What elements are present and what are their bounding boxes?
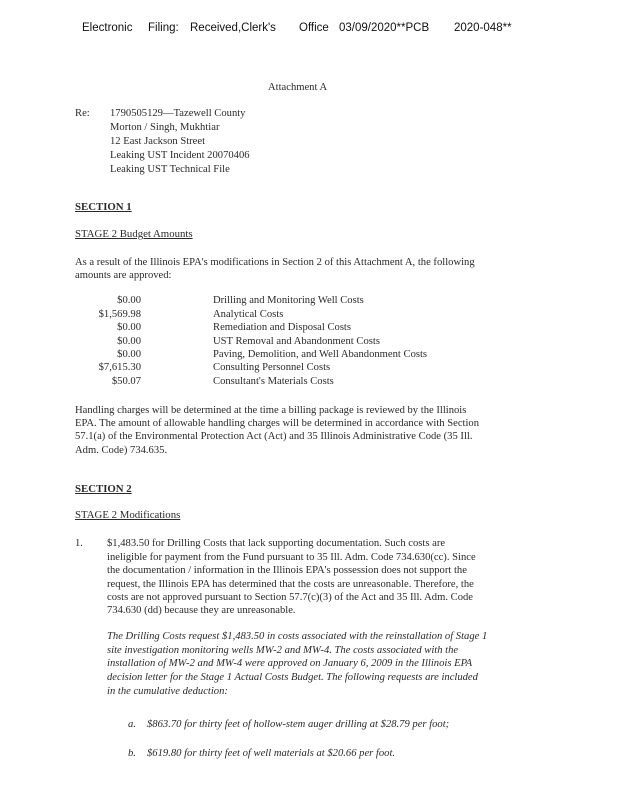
item-line: $1,483.50 for Drilling Costs that lack supporting documentation. Such costs are: [107, 538, 446, 549]
re-label: Re:: [75, 108, 90, 119]
re-line: 12 East Jackson Street: [110, 136, 206, 147]
header-office: Office: [299, 22, 329, 34]
italic-line: decision letter for the Stage 1 Actual Costs Budget. The following requests are included: [107, 672, 478, 683]
subitem-text: $863.70 for thirty feet of hollow-stem auger drilling at $28.79 per foot;: [147, 719, 450, 730]
amount-value: $50.07: [111, 376, 141, 387]
amount-value: $0.00: [117, 322, 141, 333]
amount-label: Consultant's Materials Costs: [213, 376, 334, 387]
handling-line: Handling charges will be determined at the time a billing package is reviewed by the Illinois: [75, 405, 467, 416]
header-electronic: Electronic: [82, 22, 133, 34]
subitem-letter: a.: [128, 719, 136, 730]
amount-label: Consulting Personnel Costs: [213, 362, 331, 373]
italic-line: in the cumulative deduction:: [107, 686, 228, 697]
amount-label: Analytical Costs: [213, 309, 284, 320]
section1-subheading: STAGE 2 Budget Amounts: [75, 228, 193, 240]
header-received: Received,Clerk's: [190, 22, 276, 34]
handling-line: 57.1(a) of the Environmental Protection Act (Act) and 35 Illinois Administrative Code (35 Ill.: [75, 431, 473, 442]
re-line: Leaking UST Technical File: [110, 164, 230, 175]
amount-label: Remediation and Disposal Costs: [213, 322, 352, 333]
header-date: 03/09/2020**PCB: [339, 22, 430, 34]
amount-label: Paving, Demolition, and Well Abandonment Costs: [213, 349, 428, 360]
header-docket: 2020-048**: [454, 22, 512, 34]
item-line: 734.630 (dd) because they are unreasonable.: [107, 605, 296, 616]
item-number: 1.: [75, 538, 83, 549]
section2-heading: SECTION 2: [75, 483, 132, 495]
item-line: ineligible for payment from the Fund pursuant to 35 Ill. Adm. Code 734.630(cc). Since: [107, 552, 476, 563]
subitem-letter: b.: [128, 748, 136, 759]
amount-value: $7,615.30: [98, 362, 141, 373]
italic-line: The Drilling Costs request $1,483.50 in costs associated with the reinstallation of Stage 1: [107, 631, 488, 642]
section1-intro-line: As a result of the Illinois EPA's modifications in Section 2 of this Attachment A, the following: [75, 257, 475, 268]
italic-line: site investigation monitoring wells MW-2 and MW-4. The costs associated with the: [107, 645, 459, 656]
amount-label: Drilling and Monitoring Well Costs: [213, 295, 364, 306]
re-line: Morton / Singh, Mukhtiar: [110, 122, 220, 133]
section1-intro-line: amounts are approved:: [75, 270, 172, 281]
item-line: request, the Illinois EPA has determined that the costs are unreasonable. Therefore, the: [107, 579, 474, 590]
item-line: costs are not approved pursuant to Section 57.7(c)(3) of the Act and 35 Ill. Adm. Code: [107, 592, 473, 603]
item-line: the documentation / information in the Illinois EPA's possession does not support the: [107, 565, 467, 576]
re-line: 1790505129—Tazewell County: [110, 108, 246, 119]
header-filing: Filing:: [148, 22, 179, 34]
amount-value: $0.00: [117, 336, 141, 347]
subitem-text: $619.80 for thirty feet of well materials at $20.66 per foot.: [147, 748, 396, 759]
handling-line: Adm. Code) 734.635.: [75, 445, 168, 456]
re-line: Leaking UST Incident 20070406: [110, 150, 250, 161]
italic-line: installation of MW-2 and MW-4 were approved on January 6, 2009 in the Illinois EPA: [107, 658, 473, 669]
amount-label: UST Removal and Abandonment Costs: [213, 336, 380, 347]
amount-value: $0.00: [117, 349, 141, 360]
section1-heading: SECTION 1: [75, 201, 132, 213]
amount-value: $1,569.98: [98, 309, 141, 320]
handling-line: EPA. The amount of allowable handling charges will be determined in accordance with Section: [75, 418, 480, 429]
section2-subheading: STAGE 2 Modifications: [75, 509, 181, 521]
attachment-title: Attachment A: [268, 82, 328, 93]
amount-value: $0.00: [117, 295, 141, 306]
